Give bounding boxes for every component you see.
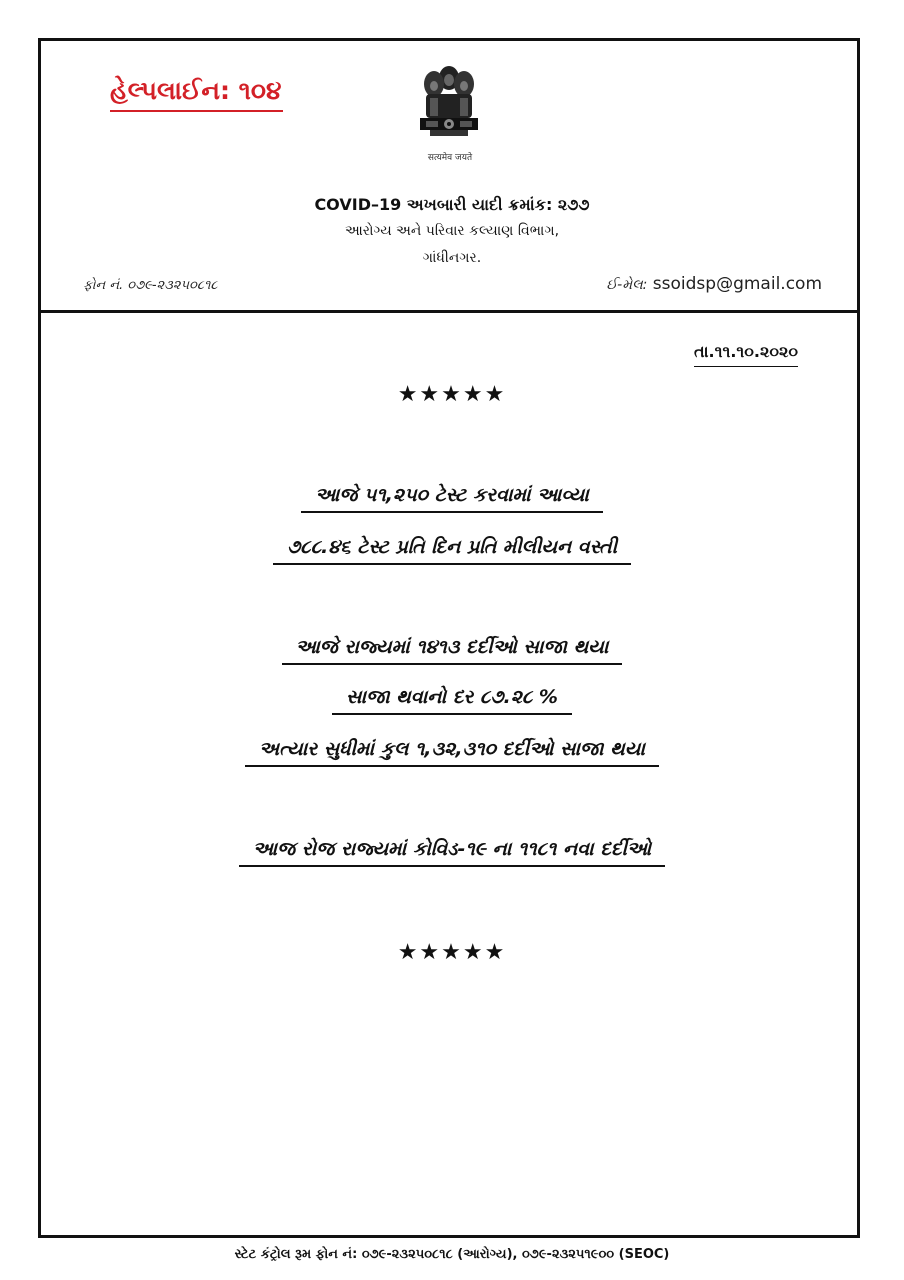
helpline-number: હેલ્પલાઈન: ૧૦૪ <box>110 76 283 112</box>
phone-number: ફોન નં. ૦૭૯-૨૩૨૫૦૮૧૮ <box>83 278 218 293</box>
statement-total-recovered <box>0 738 904 767</box>
statement-text: આજ રોજ રાજ્યમાં કોવિડ-૧૯ ના ૧૧૮૧ નવા દર્દીઓ <box>239 838 665 867</box>
email-label: ઈ-મેલ: <box>606 277 648 293</box>
statement-new-cases <box>0 838 904 867</box>
release-date: તા.૧૧.૧૦.૨૦૨૦ <box>694 342 798 367</box>
city-name: ગાંધીનગર. <box>422 250 482 266</box>
control-room-footer: સ્ટેટ કંટ્રોલ રૂમ ફોન નં: ૦૭૯-૨૩૨૫૦૮૧૮ (આરોગ્ય), ૦૭૯-૨૩૨૫૧૯૦૦ (SEOC) <box>234 1247 670 1262</box>
email-contact <box>606 274 822 294</box>
statement-recovery-rate <box>0 686 904 715</box>
email-address: ssoidsp@gmail.com <box>652 274 822 294</box>
statement-tests-per-million <box>0 536 904 565</box>
statement-text: ૭૮૮.૪૬ ટેસ્ટ પ્રતિ દિન પ્રતિ મીલીયન વસ્તી <box>273 536 631 565</box>
statement-text: અત્યાર સુધીમાં કુલ ૧,૩૨,૩૧૦ દર્દીઓ સાજા થયા <box>245 738 659 767</box>
statement-text: સાજા થવાનો દર ૮૭.૨૮ % <box>332 686 572 715</box>
stars-divider-bottom: ★★★★★ <box>397 940 507 965</box>
statement-text: આજે રાજ્યમાં ૧૪૧૩ દર્દીઓ સાજા થયા <box>282 636 623 665</box>
statement-text: આજે ૫૧,૨૫૦ ટેસ્ટ કરવામાં આવ્યા <box>301 484 603 513</box>
department-name: આરોગ્ય અને પરિવાર કલ્યાણ વિભાગ, <box>344 223 560 239</box>
statement-recovered-today <box>0 636 904 665</box>
statement-tests-today <box>0 484 904 513</box>
press-release-title: COVID–19 અખબારી યાદી ક્રમાંક: ૨૭૭ <box>314 195 590 214</box>
stars-divider-top: ★★★★★ <box>397 382 507 407</box>
emblem-motto: सत्यमेव जयते <box>427 153 473 163</box>
header-divider <box>38 310 860 313</box>
